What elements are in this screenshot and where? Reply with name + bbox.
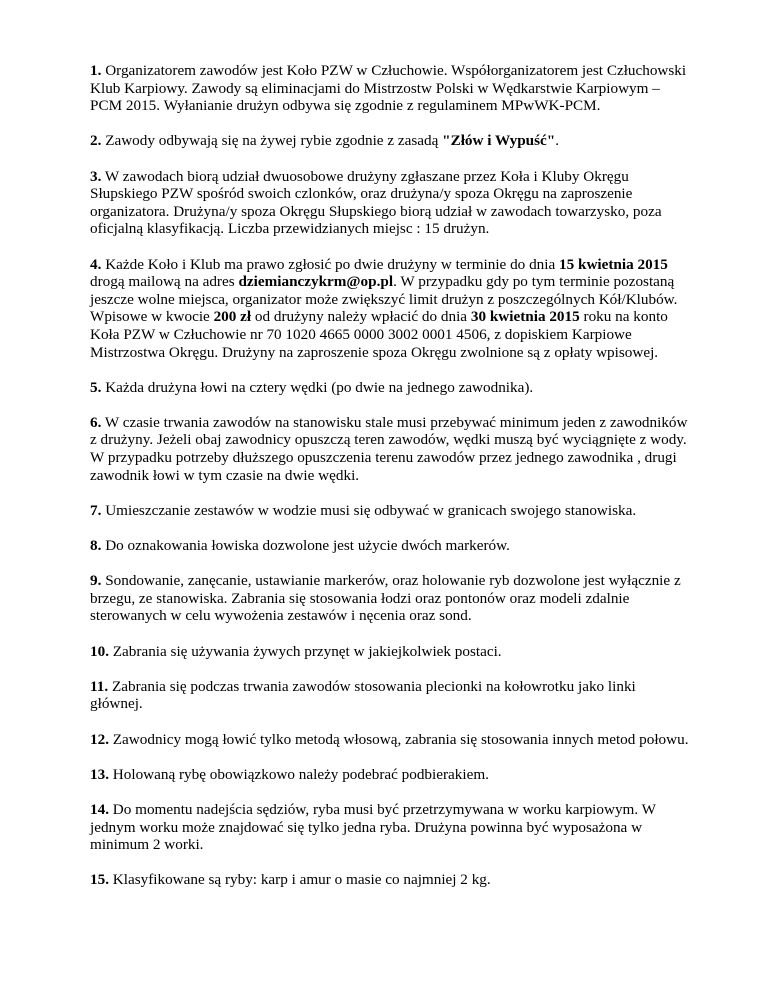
rule-text: Zawodnicy mogą łowić tylko metodą włosową, zabrania się stosowania innych metod połowu. — [108, 730, 689, 748]
rule-paragraph-12 — [90, 731, 690, 749]
rule-number: 1. — [90, 62, 102, 79]
rule-paragraph-4 — [90, 256, 690, 362]
rule-text: W czasie trwania zawodów na stanowisku stale musi przebywać minimum jeden z zawodników z drużyny. Jeżeli obaj zawodnicy opuszczą teren zawodów, wędki muszą być wyciągnięte z wody. W przypadku potrzeby dłuższego opuszczenia terenu zawodów przez jednego zawodnika , drugi zawodnik łowi w tym czasie na dwie wędki. — [90, 413, 688, 484]
rule-paragraph-8 — [90, 537, 690, 555]
rule-emphasis: 30 kwietnia 2015 — [470, 308, 580, 326]
rule-number: 5. — [90, 378, 102, 396]
rule-text: roku na konto Koła PZW w Człuchowie nr 70 1020 4665 0000 3002 0001 4506, z dopiskiem Karpiowe Mistrzostwa Okręgu. Drużyny na zaproszenie spoza Okręgu zwolnione są z opłaty wpisowej. — [90, 308, 668, 361]
rule-paragraph-14 — [90, 801, 690, 854]
rule-text: Zawody odbywają się na żywej rybie zgodnie z zasadą — [101, 132, 443, 150]
rule-number: 9. — [90, 572, 102, 590]
rule-number: 3. — [90, 167, 102, 185]
rule-paragraph-15 — [90, 871, 690, 889]
rule-text: Każde Koło i Klub ma prawo zgłosić po dwie drużyny w terminie do dnia — [101, 255, 560, 273]
rule-number: 6. — [90, 413, 102, 431]
rule-paragraph-3 — [90, 168, 690, 238]
rule-text: Organizatorem zawodów jest Koło PZW w Człuchowie. Współorganizatorem jest Człuchowski Klub Karpiowy. Zawody są eliminacjami do Mistrzostw Polski w Wędkarstwie Karpiowym – PCM 2015. Wyłanianie drużyn odbywa się zgodnie z regulaminem MPwWK-PCM. — [90, 62, 687, 115]
rule-paragraph-11 — [90, 678, 690, 713]
rule-text: Do momentu nadejścia sędziów, ryba musi być przetrzymywana w worku karpiowym. W jednym worku może znajdować się tylko jedna ryba. Drużyna powinna być wyposażona w minimum 2 worki. — [90, 800, 656, 854]
rule-emphasis: 15 kwietnia 2015 — [559, 255, 668, 273]
rule-text: . W przypadku gdy po tym terminie pozostaną jeszcze wolne miejsca, organizator może zwiększyć limit drużyn z poszczególnych Kół/Klubów. Wpisowe w kwocie — [90, 273, 678, 326]
rule-text: Do oznakowania łowiska dozwolone jest użycie dwóch markerów. — [101, 537, 510, 555]
rule-number: 10. — [90, 642, 109, 660]
rule-paragraph-13 — [90, 766, 690, 784]
rule-number: 14. — [90, 800, 109, 818]
rule-paragraph-6 — [90, 414, 690, 484]
rule-number: 2. — [90, 132, 102, 150]
rule-paragraph-9 — [90, 572, 690, 625]
rule-text: Umieszczanie zestawów w wodzie musi się odbywać w granicach swojego stanowiska. — [101, 501, 637, 519]
rule-number: 7. — [90, 501, 102, 519]
rule-number: 13. — [90, 765, 109, 783]
rule-emphasis: dziemianczykrm@op.pl — [238, 273, 394, 291]
rule-paragraph-7 — [90, 502, 690, 520]
rule-paragraph-5 — [90, 379, 690, 397]
rule-paragraph-2 — [90, 132, 690, 150]
rule-text: od drużyny należy wpłacić do dnia — [251, 308, 471, 326]
rule-emphasis: 200 zł — [213, 308, 252, 326]
rule-text: . — [555, 132, 560, 150]
rule-text: drogą mailową na adres — [90, 273, 239, 291]
rule-text: W zawodach biorą udział dwuosobowe drużyny zgłaszane przez Koła i Kluby Okręgu Słupskiego PZW spośród swoich czlonków, oraz drużyna/y spoza Okręgu na zaproszenie organizatora. Drużyna/y spoza Okręgu Słupskiego biorą udział w zawodach towarzysko, poza oficjalną klasyfikacją. Liczba przewidzianych miejsc : 15 drużyn. — [90, 167, 662, 238]
rule-number: 11. — [90, 677, 109, 695]
rule-text: Zabrania się podczas trwania zawodów stosowania plecionki na kołowrotku jako linki głównej. — [90, 677, 636, 713]
rule-number: 12. — [90, 730, 109, 748]
rule-paragraph-10 — [90, 643, 690, 661]
rule-text: Każda drużyna łowi na cztery wędki (po dwie na jednego zawodnika). — [101, 378, 534, 396]
rule-number: 8. — [90, 537, 102, 555]
rule-text: Holowaną rybę obowiązkowo należy podebrać podbierakiem. — [108, 765, 489, 783]
document-page — [90, 62, 690, 907]
rule-text: Sondowanie, zanęcanie, ustawianie markerów, oraz holowanie ryb dozwolone jest wyłącznie z brzegu, ze stanowiska. Zabrania się stosowania łodzi oraz pontonów oraz modeli zdalnie sterowanych w celu wywożenia zestawów i nęcenia oraz sond. — [90, 572, 681, 625]
rule-emphasis: "Złów i Wypuść" — [442, 132, 556, 150]
rule-text: Zabrania się używania żywych przynęt w jakiejkolwiek postaci. — [108, 642, 502, 660]
rule-text: Klasyfikowane są ryby: karp i amur o masie co najmniej 2 kg. — [108, 871, 491, 889]
rule-number: 15. — [90, 871, 109, 889]
rule-number: 4. — [90, 255, 102, 273]
rule-paragraph-1 — [90, 62, 690, 115]
